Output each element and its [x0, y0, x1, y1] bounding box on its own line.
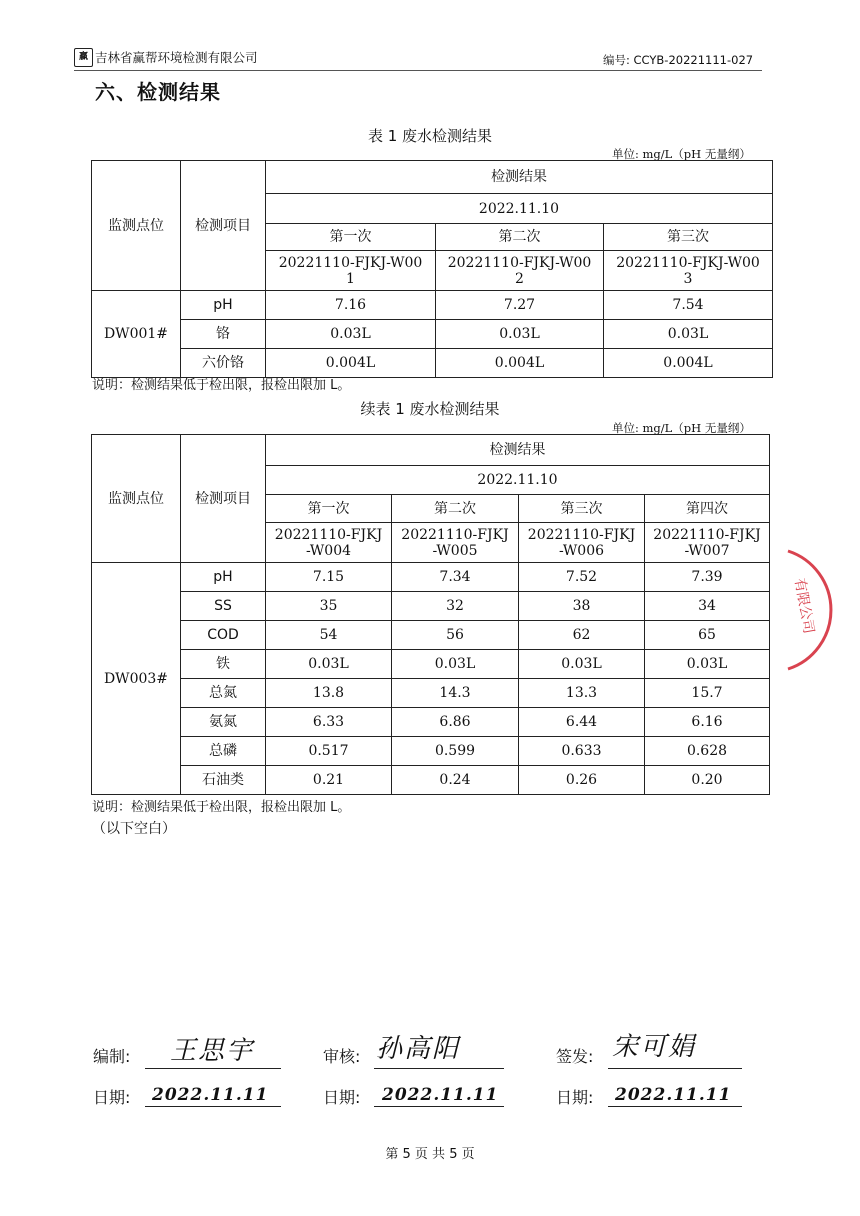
table2-value: 56	[392, 621, 519, 650]
table1-item: 六价铬	[181, 349, 266, 378]
svg-text:有限公司: 有限公司	[791, 577, 817, 635]
table2-sample-id-2: 20221110-FJKJ -W005	[392, 523, 519, 563]
table1-caption: 表 1 废水检测结果	[367, 127, 493, 145]
table1-col-point: 监测点位	[92, 161, 181, 291]
table2-value: 6.44	[519, 708, 645, 737]
table1-value: 0.03L	[604, 320, 773, 349]
table-row	[92, 708, 770, 737]
approver-date-label: 日期:	[556, 1088, 594, 1107]
table2-caption: 续表 1 废水检测结果	[360, 400, 500, 418]
table2-value: 0.21	[266, 766, 392, 795]
table2-item: 总氮	[181, 679, 266, 708]
table2-item: 总磷	[181, 737, 266, 766]
table1-value: 0.004L	[436, 349, 604, 378]
table1-value: 7.16	[266, 291, 436, 320]
table1-note: 说明：检测结果低于检出限，报检出限加 L。	[92, 378, 351, 393]
table2-run-1: 第一次	[266, 495, 392, 523]
table2-value: 13.3	[519, 679, 645, 708]
table1-sample-id-2: 20221110-FJKJ-W00 2	[436, 251, 604, 291]
table1-run-3: 第三次	[604, 224, 773, 251]
table2-col-result: 检测结果	[266, 435, 770, 466]
table2-value: 13.8	[266, 679, 392, 708]
table2-value: 0.628	[645, 737, 770, 766]
table2-value: 0.03L	[645, 650, 770, 679]
page-footer: 第 5 页 共 5 页	[385, 1147, 475, 1162]
table2-item: 石油类	[181, 766, 266, 795]
table-row	[92, 679, 770, 708]
table2-item: COD	[181, 621, 266, 650]
reviewer-line	[374, 1068, 504, 1069]
table1-value: 7.54	[604, 291, 773, 320]
table-row	[92, 621, 770, 650]
table2-value: 14.3	[392, 679, 519, 708]
table2-value: 0.599	[392, 737, 519, 766]
table2-value: 6.33	[266, 708, 392, 737]
table2-run-2: 第二次	[392, 495, 519, 523]
approver-date: 2022.11.11	[615, 1085, 732, 1105]
table2-value: 6.16	[645, 708, 770, 737]
table1-unit: 单位: mg/L（pH 无量纲）	[612, 147, 751, 161]
compiler-date-label: 日期:	[93, 1088, 131, 1107]
reviewer-date-line	[374, 1106, 504, 1107]
reviewer-date: 2022.11.11	[382, 1085, 499, 1105]
table2-value: 0.03L	[519, 650, 645, 679]
table2-value: 54	[266, 621, 392, 650]
company-logo: 赢	[74, 48, 93, 67]
table2-value: 65	[645, 621, 770, 650]
table2-value: 7.15	[266, 563, 392, 592]
table2-value: 15.7	[645, 679, 770, 708]
table1-value: 0.03L	[436, 320, 604, 349]
table2-value: 7.39	[645, 563, 770, 592]
table-row	[92, 291, 773, 320]
report-number: 编号: CCYB-20221111-027	[603, 53, 754, 67]
table1-value: 0.03L	[266, 320, 436, 349]
table-row	[92, 563, 770, 592]
table1-value: 0.004L	[266, 349, 436, 378]
reviewer-label: 审核:	[323, 1047, 361, 1066]
table2-run-3: 第三次	[519, 495, 645, 523]
table2-value: 35	[266, 592, 392, 621]
table2-value: 0.03L	[392, 650, 519, 679]
table-row	[92, 592, 770, 621]
table2-item: pH	[181, 563, 266, 592]
table1-item: 铬	[181, 320, 266, 349]
table2-sample-id-1: 20221110-FJKJ -W004	[266, 523, 392, 563]
compiler-date: 2022.11.11	[152, 1085, 269, 1105]
table2-value: 0.24	[392, 766, 519, 795]
compiler-date-line	[145, 1106, 281, 1107]
reviewer-date-label: 日期:	[323, 1088, 361, 1107]
approver-line	[608, 1068, 742, 1069]
table1-sample-id-3: 20221110-FJKJ-W00 3	[604, 251, 773, 291]
section-title: 六、检测结果	[95, 80, 221, 104]
table1	[91, 160, 773, 378]
table1-col-result: 检测结果	[266, 161, 773, 194]
compiler-label: 编制:	[93, 1047, 131, 1066]
table2-value: 0.03L	[266, 650, 392, 679]
table2-value: 7.52	[519, 563, 645, 592]
table2-item: 氨氮	[181, 708, 266, 737]
table2-value: 32	[392, 592, 519, 621]
compiler-signature: 王思宇	[170, 1036, 255, 1066]
table1-value: 7.27	[436, 291, 604, 320]
table2-value: 38	[519, 592, 645, 621]
table2-point: DW003#	[92, 563, 181, 795]
company-name: 吉林省赢帮环境检测有限公司	[95, 50, 258, 65]
table2-value: 7.34	[392, 563, 519, 592]
table2-value: 0.517	[266, 737, 392, 766]
header-divider	[74, 70, 762, 71]
table1-value: 0.004L	[604, 349, 773, 378]
table2-date: 2022.11.10	[266, 466, 770, 495]
table1-run-2: 第二次	[436, 224, 604, 251]
table2-sample-id-4: 20221110-FJKJ -W007	[645, 523, 770, 563]
table2-item: SS	[181, 592, 266, 621]
table-row	[92, 766, 770, 795]
approver-date-line	[608, 1106, 742, 1107]
table1-col-item: 检测项目	[181, 161, 266, 291]
blank-note: （以下空白）	[92, 821, 176, 837]
table2-value: 62	[519, 621, 645, 650]
approver-label: 签发:	[556, 1047, 594, 1066]
table2-value: 34	[645, 592, 770, 621]
table2-note: 说明：检测结果低于检出限，报检出限加 L。	[92, 800, 351, 815]
table-row	[92, 320, 773, 349]
table2-value: 0.20	[645, 766, 770, 795]
table1-run-1: 第一次	[266, 224, 436, 251]
table2-unit: 单位: mg/L（pH 无量纲）	[612, 421, 751, 435]
table-row	[92, 650, 770, 679]
table1-date: 2022.11.10	[266, 194, 773, 224]
table2-value: 0.633	[519, 737, 645, 766]
table2-sample-id-3: 20221110-FJKJ -W006	[519, 523, 645, 563]
table2-value: 6.86	[392, 708, 519, 737]
table2-col-point: 监测点位	[92, 435, 181, 563]
table1-point: DW001#	[92, 291, 181, 378]
table-row	[92, 737, 770, 766]
table1-item: pH	[181, 291, 266, 320]
table2-value: 0.26	[519, 766, 645, 795]
table2-run-4: 第四次	[645, 495, 770, 523]
table1-sample-id-1: 20221110-FJKJ-W00 1	[266, 251, 436, 291]
company-seal-stamp	[748, 545, 858, 675]
table2	[91, 434, 770, 795]
table2-col-item: 检测项目	[181, 435, 266, 563]
table2-item: 铁	[181, 650, 266, 679]
approver-signature: 宋可娟	[612, 1032, 697, 1062]
reviewer-signature: 孙高阳	[376, 1034, 461, 1064]
compiler-line	[145, 1068, 281, 1069]
